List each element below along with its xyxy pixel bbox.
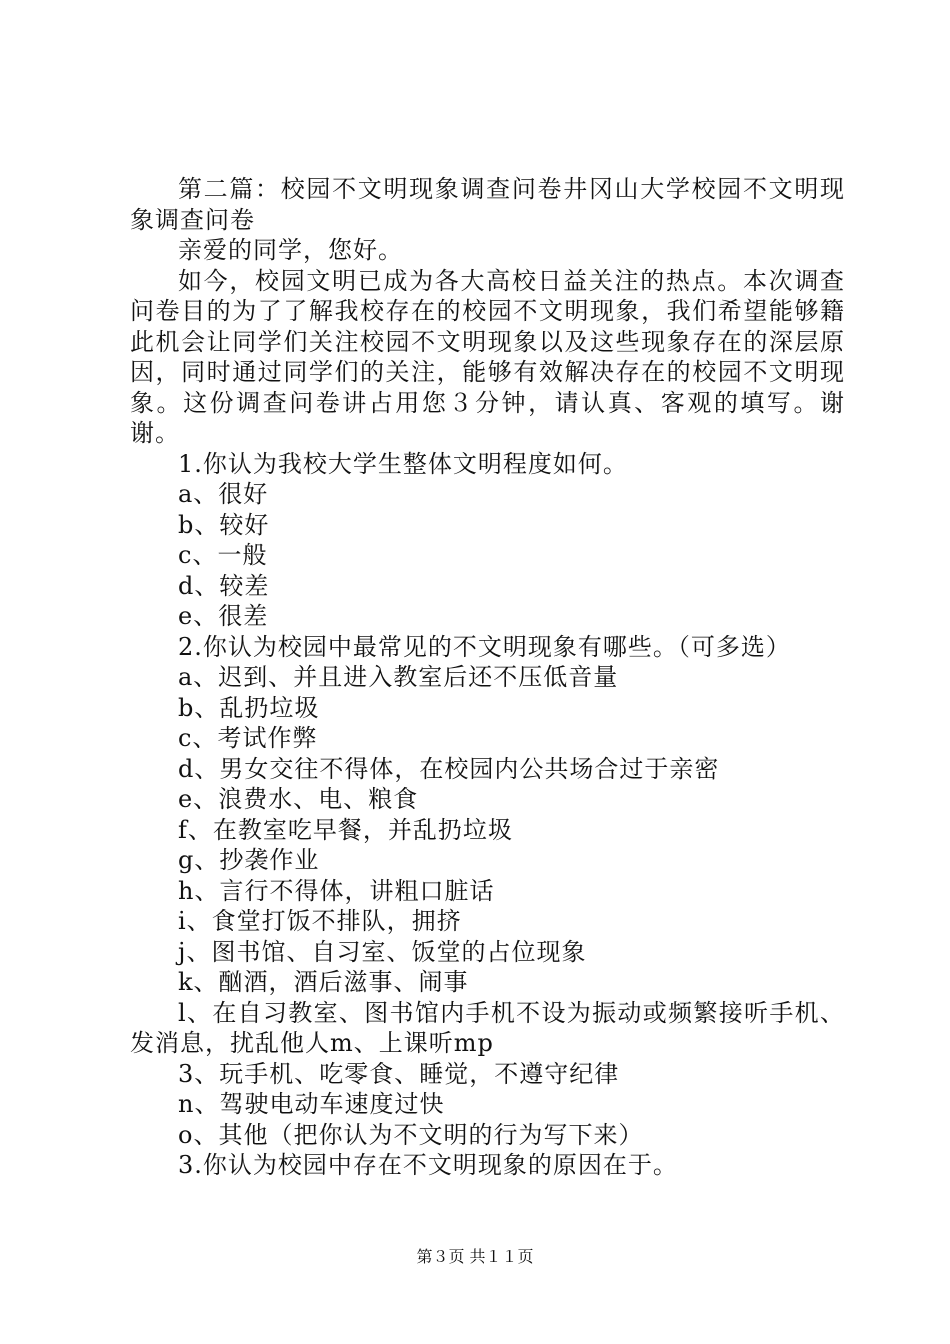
q1-option-c: c、一般 <box>178 541 268 569</box>
page-number-footer: 第３页 共１１页 <box>416 1247 534 1266</box>
q2-option-n: n、驾驶电动车速度过快 <box>178 1090 445 1118</box>
q1-option-d: d、较差 <box>178 571 270 600</box>
q1-option-e: e、很差 <box>178 602 269 630</box>
q2-option-3: 3、玩手机、吃零食、睡觉，不遵守纪律 <box>178 1059 620 1088</box>
question-3: 3.你认为校园中存在不文明现象的原因在于。 <box>178 1151 678 1179</box>
q2-option-a: a、迟到、并且进入教室后还不压低音量 <box>178 663 619 691</box>
q2-option-b: b、乱扔垃圾 <box>178 693 320 722</box>
q2-option-i: i、食堂打饭不排队，拥挤 <box>178 907 462 935</box>
q2-option-k: k、酗酒，酒后滋事、闹事 <box>178 968 469 996</box>
q2-option-h: h、言行不得体，讲粗口脏话 <box>178 876 495 905</box>
greeting: 亲爱的同学，您好。 <box>178 236 403 264</box>
q2-option-g: g、抄袭作业 <box>178 846 320 874</box>
intro-paragraph: 如今，校园文明已成为各大高校日益关注的热点。本次调查问卷目的为了了解我校存在的校园不文明现象，我们希望能够籍此机会让同学们关注校园不文明现象以及这些现象存在的深层原因，同时通过同学们的关注，能够有效解决存在的校园不文明现象。这份调查问卷讲占用您３分钟，请认真、客观的填写。谢谢。 <box>130 266 845 447</box>
q1-option-b: b、较好 <box>178 510 270 539</box>
section-title: 第二篇：校园不文明现象调查问卷井冈山大学校园不文明现象调查问卷 <box>130 175 845 234</box>
q2-option-l: l、在自习教室、图书馆内手机不设为振动或频繁接听手机、发消息，扰乱他人m、上课听mp <box>130 998 845 1057</box>
q2-option-c: c、考试作弊 <box>178 724 318 752</box>
document-body <box>130 174 845 1181</box>
q2-option-o: o、其他（把你认为不文明的行为写下来） <box>178 1120 644 1149</box>
q2-option-f: f、在教室吃早餐，并乱扔垃圾 <box>178 815 513 844</box>
question-2: 2.你认为校园中最常见的不文明现象有哪些。（可多选） <box>178 632 791 661</box>
q2-option-e: e、浪费水、电、粮食 <box>178 785 419 813</box>
q2-option-d: d、男女交往不得体，在校园内公共场合过于亲密 <box>178 754 720 783</box>
q1-option-a: a、很好 <box>178 480 269 508</box>
q2-option-j: j、图书馆、自习室、饭堂的占位现象 <box>178 937 587 966</box>
question-1: 1.你认为我校大学生整体文明程度如何。 <box>178 449 628 478</box>
